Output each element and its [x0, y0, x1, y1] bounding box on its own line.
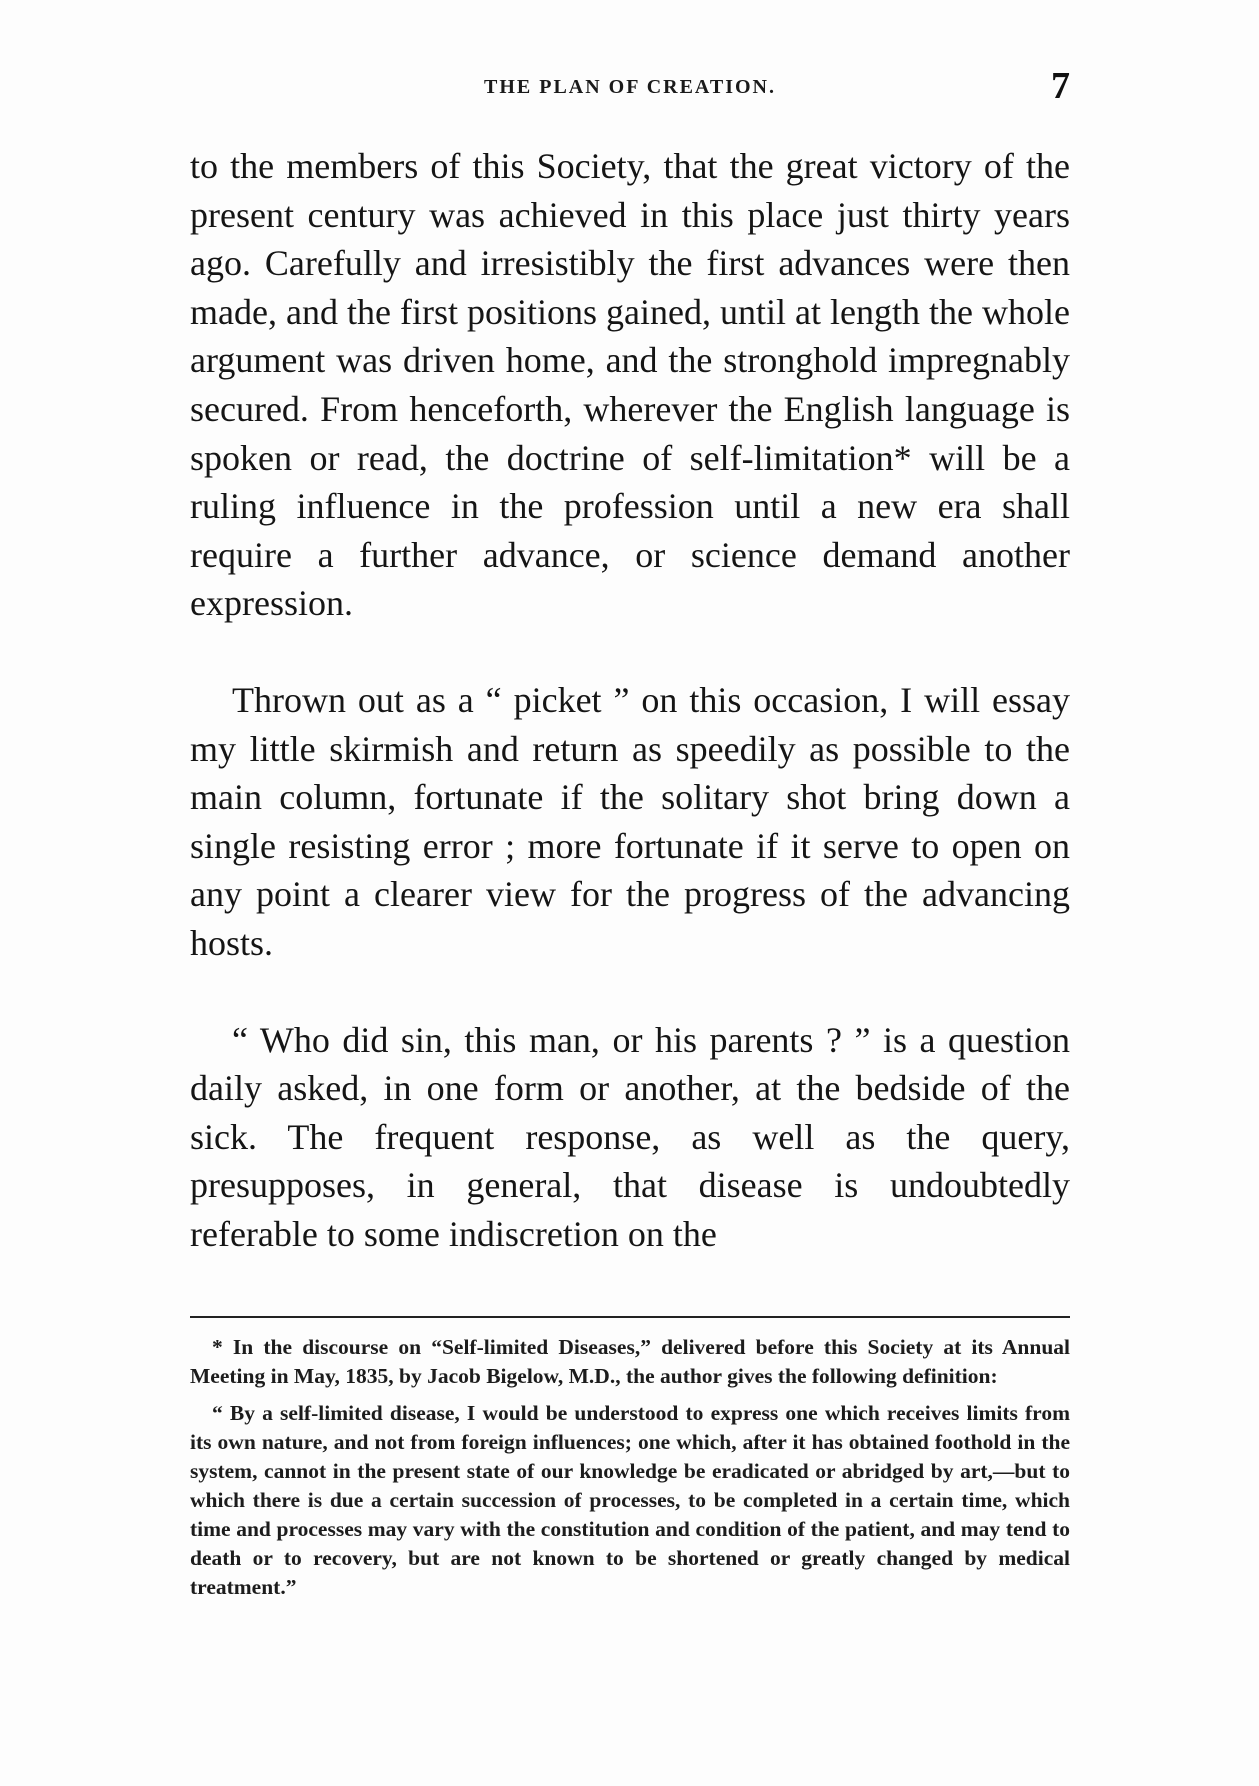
paragraph-picket: Thrown out as a “ picket ” on this occasion, I will essay my little skirmish and return as speedily as possible to the main column, fortunate if the solitary shot bring down a single resisting error ; more fortunate if it serve to open on any point a clearer view for the progress of the advancing hosts. — [190, 679, 1070, 963]
running-title: THE PLAN OF CREATION. — [483, 76, 777, 98]
page-number: 7 — [1051, 65, 1070, 107]
footnote-rule — [190, 1316, 1070, 1318]
paragraph-continuation: to the members of this Society, that the great victory of the present century was achieved in this place just thirty years ago. Carefully and irresistibly the first advances were then made, and the first positions gained, until at length the whole argument was driven home, and the stronghold impregnably secured. From henceforth, wherever the English language is spoken or read, the doctrine of self-limitation* will be a ruling influence in the profession until a new era shall require a further advance, or science demand another expression. — [190, 146, 1070, 624]
body-text — [190, 142, 1070, 1258]
footnote — [190, 1333, 1070, 1602]
paragraph-who-did-sin: “ Who did sin, this man, or his parents ? ” is a question daily asked, in one form or another, at the bedside of the sick. The frequent response, as well as the query, presupposes, in general, that disease is undoubtedly referable to some indiscretion on the — [190, 1019, 1070, 1254]
footnote-quote: “ By a self-limited disease, I would be understood to express one which receives limits from its own nature, and not from foreign influences; one which, after it has obtained foothold in the system, cannot in the present state of our knowledge be eradicated or abridged by art,—but to which there is due a certain succession of processes, to be completed in a certain time, which time and processes may vary with the constitution and condition of the patient, and may tend to death or to recovery, but are not known to be shortened or greatly changed by medical treatment.” — [190, 1401, 1070, 1599]
running-head — [190, 65, 1070, 108]
footnote-intro: * In the discourse on “Self-limited Diseases,” delivered before this Society at its Annual Meeting in May, 1835, by Jacob Bigelow, M.D., the author gives the following definition: — [190, 1335, 1070, 1388]
